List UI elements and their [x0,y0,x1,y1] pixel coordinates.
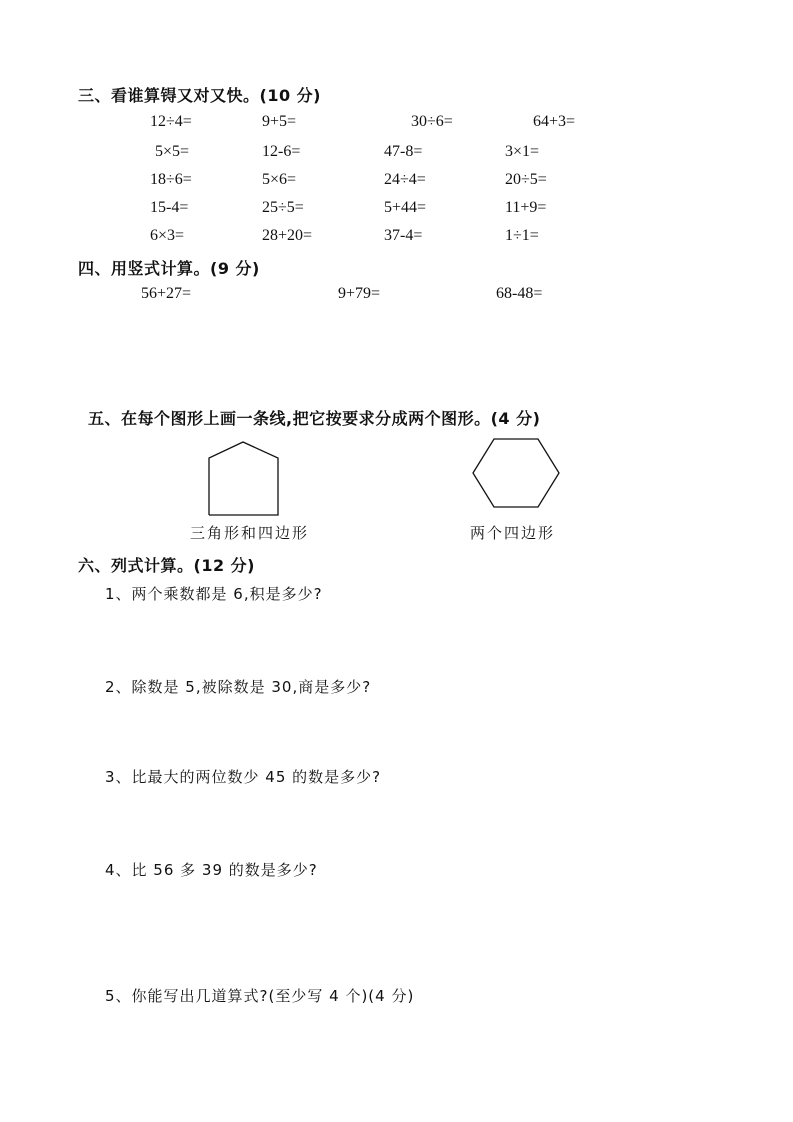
exercise-r5-c4: 1÷1= [505,227,539,244]
vertical-calc-1: 56+27= [141,285,192,302]
exercise-r1-c2: 9+5= [262,113,297,130]
exercise-r4-c1: 15-4= [150,199,189,216]
exercise-r2-c1: 5×5= [155,143,190,160]
hexagon-outline [473,439,559,507]
section-6-heading: 六、列式计算。(12 分) [78,556,255,575]
exercise-r2-c2: 12-6= [262,143,301,160]
vertical-calc-3: 68-48= [496,285,543,302]
exercise-r3-c2: 5×6= [262,171,297,188]
exercise-r5-c2: 28+20= [262,227,313,244]
question-1: 1、两个乘数都是 6,积是多少? [105,585,323,603]
hexagon-shape[interactable] [472,438,562,510]
pentagon-shape[interactable] [208,441,288,521]
pentagon-outline [209,442,278,515]
question-5: 5、你能写出几道算式?(至少写 4 个)(4 分) [105,987,415,1005]
exercise-r3-c3: 24÷4= [384,171,426,188]
exercise-r4-c4: 11+9= [505,199,547,216]
exercise-r2-c4: 3×1= [505,143,540,160]
question-4: 4、比 56 多 39 的数是多少? [105,861,318,879]
question-3: 3、比最大的两位数少 45 的数是多少? [105,768,382,786]
exercise-r3-c4: 20÷5= [505,171,547,188]
exercise-r4-c3: 5+44= [384,199,427,216]
exercise-r4-c2: 25÷5= [262,199,304,216]
exercise-r2-c3: 47-8= [384,143,423,160]
section-3-heading: 三、看谁算锝又对又快。(10 分) [78,86,321,105]
section-4-heading: 四、用竖式计算。(9 分) [78,259,260,278]
hexagon-label: 两个四边形 [470,524,556,542]
section-5-heading: 五、在每个图形上画一条线,把它按要求分成两个图形。(4 分) [88,409,541,428]
exercise-r1-c3: 30÷6= [411,113,453,130]
exercise-r5-c3: 37-4= [384,227,423,244]
exercise-r1-c1: 12÷4= [150,113,192,130]
exercise-r3-c1: 18÷6= [150,171,192,188]
exercise-r5-c1: 6×3= [150,227,185,244]
pentagon-label: 三角形和四边形 [190,524,310,542]
vertical-calc-2: 9+79= [338,285,381,302]
question-2: 2、除数是 5,被除数是 30,商是多少? [105,678,372,696]
exercise-r1-c4: 64+3= [533,113,576,130]
